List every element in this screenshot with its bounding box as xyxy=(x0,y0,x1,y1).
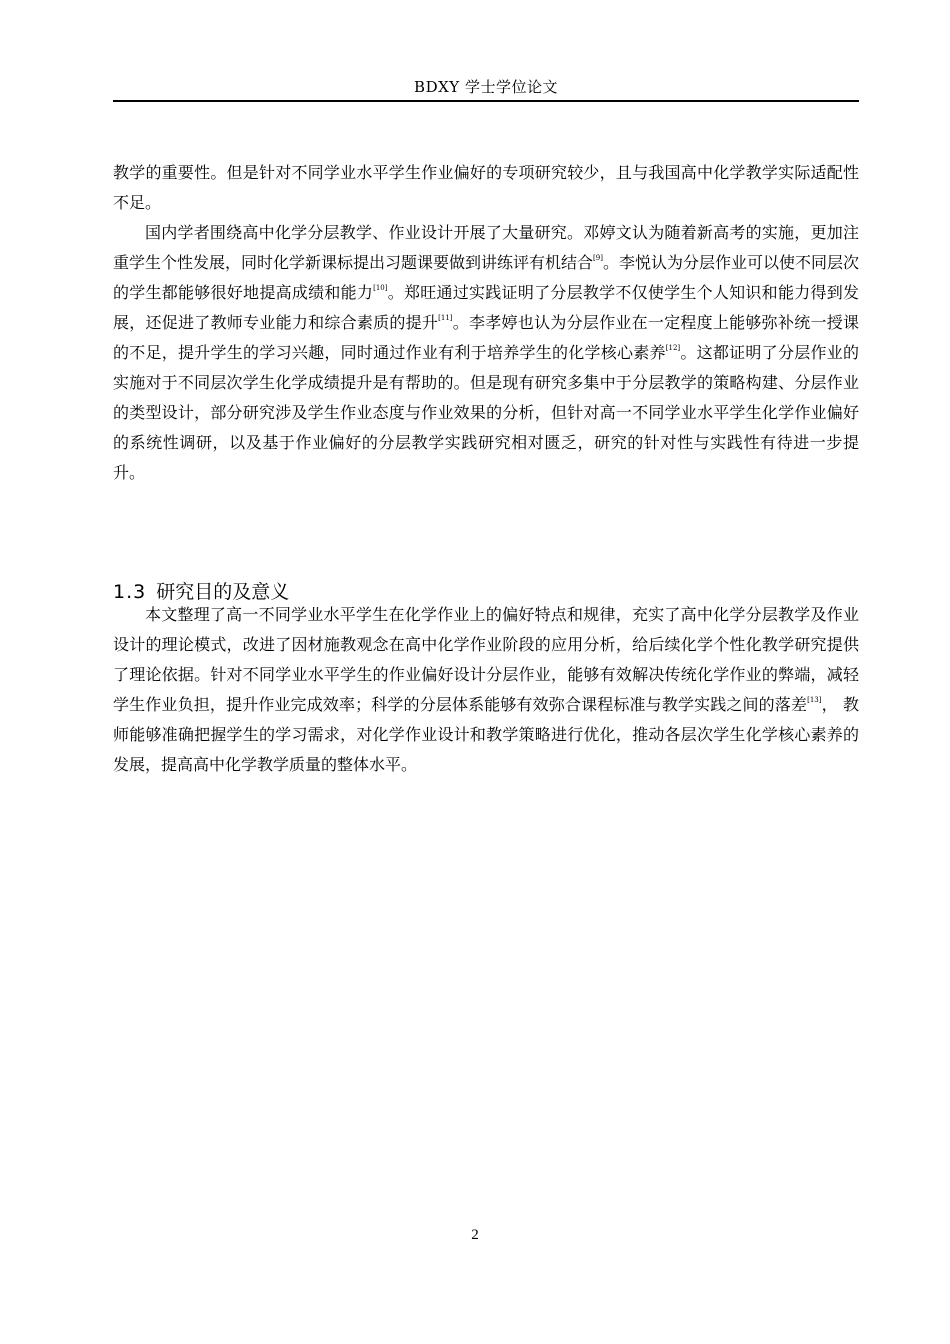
paragraph-domestic-research xyxy=(113,218,859,488)
section-number: 1.3 xyxy=(113,581,147,603)
citation-13: [13] xyxy=(807,695,822,704)
sentence: 国内学者围绕高中化学分层教学、作业设计开展了大量研究。邓婷文认为随着新高考的实施，更加注重学生个性发展，同时化学新课标提出习题课要做到讲练评有机结合 xyxy=(113,223,859,272)
header-rule xyxy=(113,100,859,102)
sentence: 。这都证明了分层作业的实施对于不同层次学生化学成绩提升是有帮助的。但是现有研究多集中于分层教学的策略构建、分层作业的类型设计，部分研究涉及学生作业态度与作业效果的分析，但针对高一不同学业水平学生化学作业偏好的系统性调研，以及基于作业偏好的分层教学实践研究相对匮乏，研究的针对性与实践性有待进一步提升。 xyxy=(113,343,859,482)
section-1-2-continued xyxy=(113,158,859,488)
paragraph-purpose-significance xyxy=(113,600,859,780)
citation-9: [9] xyxy=(593,253,603,262)
section-title: 研究目的及意义 xyxy=(156,581,290,603)
citation-10: [10] xyxy=(373,283,388,292)
citation-11: [11] xyxy=(438,313,453,322)
page-number: 2 xyxy=(471,1227,479,1243)
section-1-3-body xyxy=(113,600,859,780)
sentence: 。郑旺通过实践证明了分层教学不仅使学生个人知识和能力得到发展，还促进了教师专业能力和综合素质的提升 xyxy=(113,283,859,332)
sentence: ， 教师能够准确把握学生的学习需求，对化学作业设计和教学策略进行优化，推动各层次学生化学核心素养的发展，提高高中化学教学质量的整体水平。 xyxy=(113,695,859,774)
running-header: BDXY 学士学位论文 xyxy=(414,78,558,96)
sentence: 。李孝婷也认为分层作业在一定程度上能够弥补统一授课的不足，提升学生的学习兴趣，同时通过作业有利于培养学生的化学核心素养 xyxy=(113,313,859,362)
sentence: 本文整理了高一不同学业水平学生在化学作业上的偏好特点和规律，充实了高中化学分层教学及作业设计的理论模式，改进了因材施教观念在高中化学作业阶段的应用分析，给后续化学个性化教学研究提供了理论依据。针对不同学业水平学生的作业偏好设计分层作业，能够有效解决传统化学作业的弊端，减轻学生作业负担，提升作业完成效率；科学的分层体系能够有效弥合课程标准与教学实践之间的落差 xyxy=(113,605,859,714)
citation-12: [12] xyxy=(665,343,681,352)
paragraph-continued: 教学的重要性。但是针对不同学业水平学生作业偏好的专项研究较少，且与我国高中化学教学实际适配性不足。 xyxy=(113,163,859,212)
sentence: 。李悦认为分层作业可以使不同层次的学生都能够很好地提高成绩和能力 xyxy=(113,253,859,302)
